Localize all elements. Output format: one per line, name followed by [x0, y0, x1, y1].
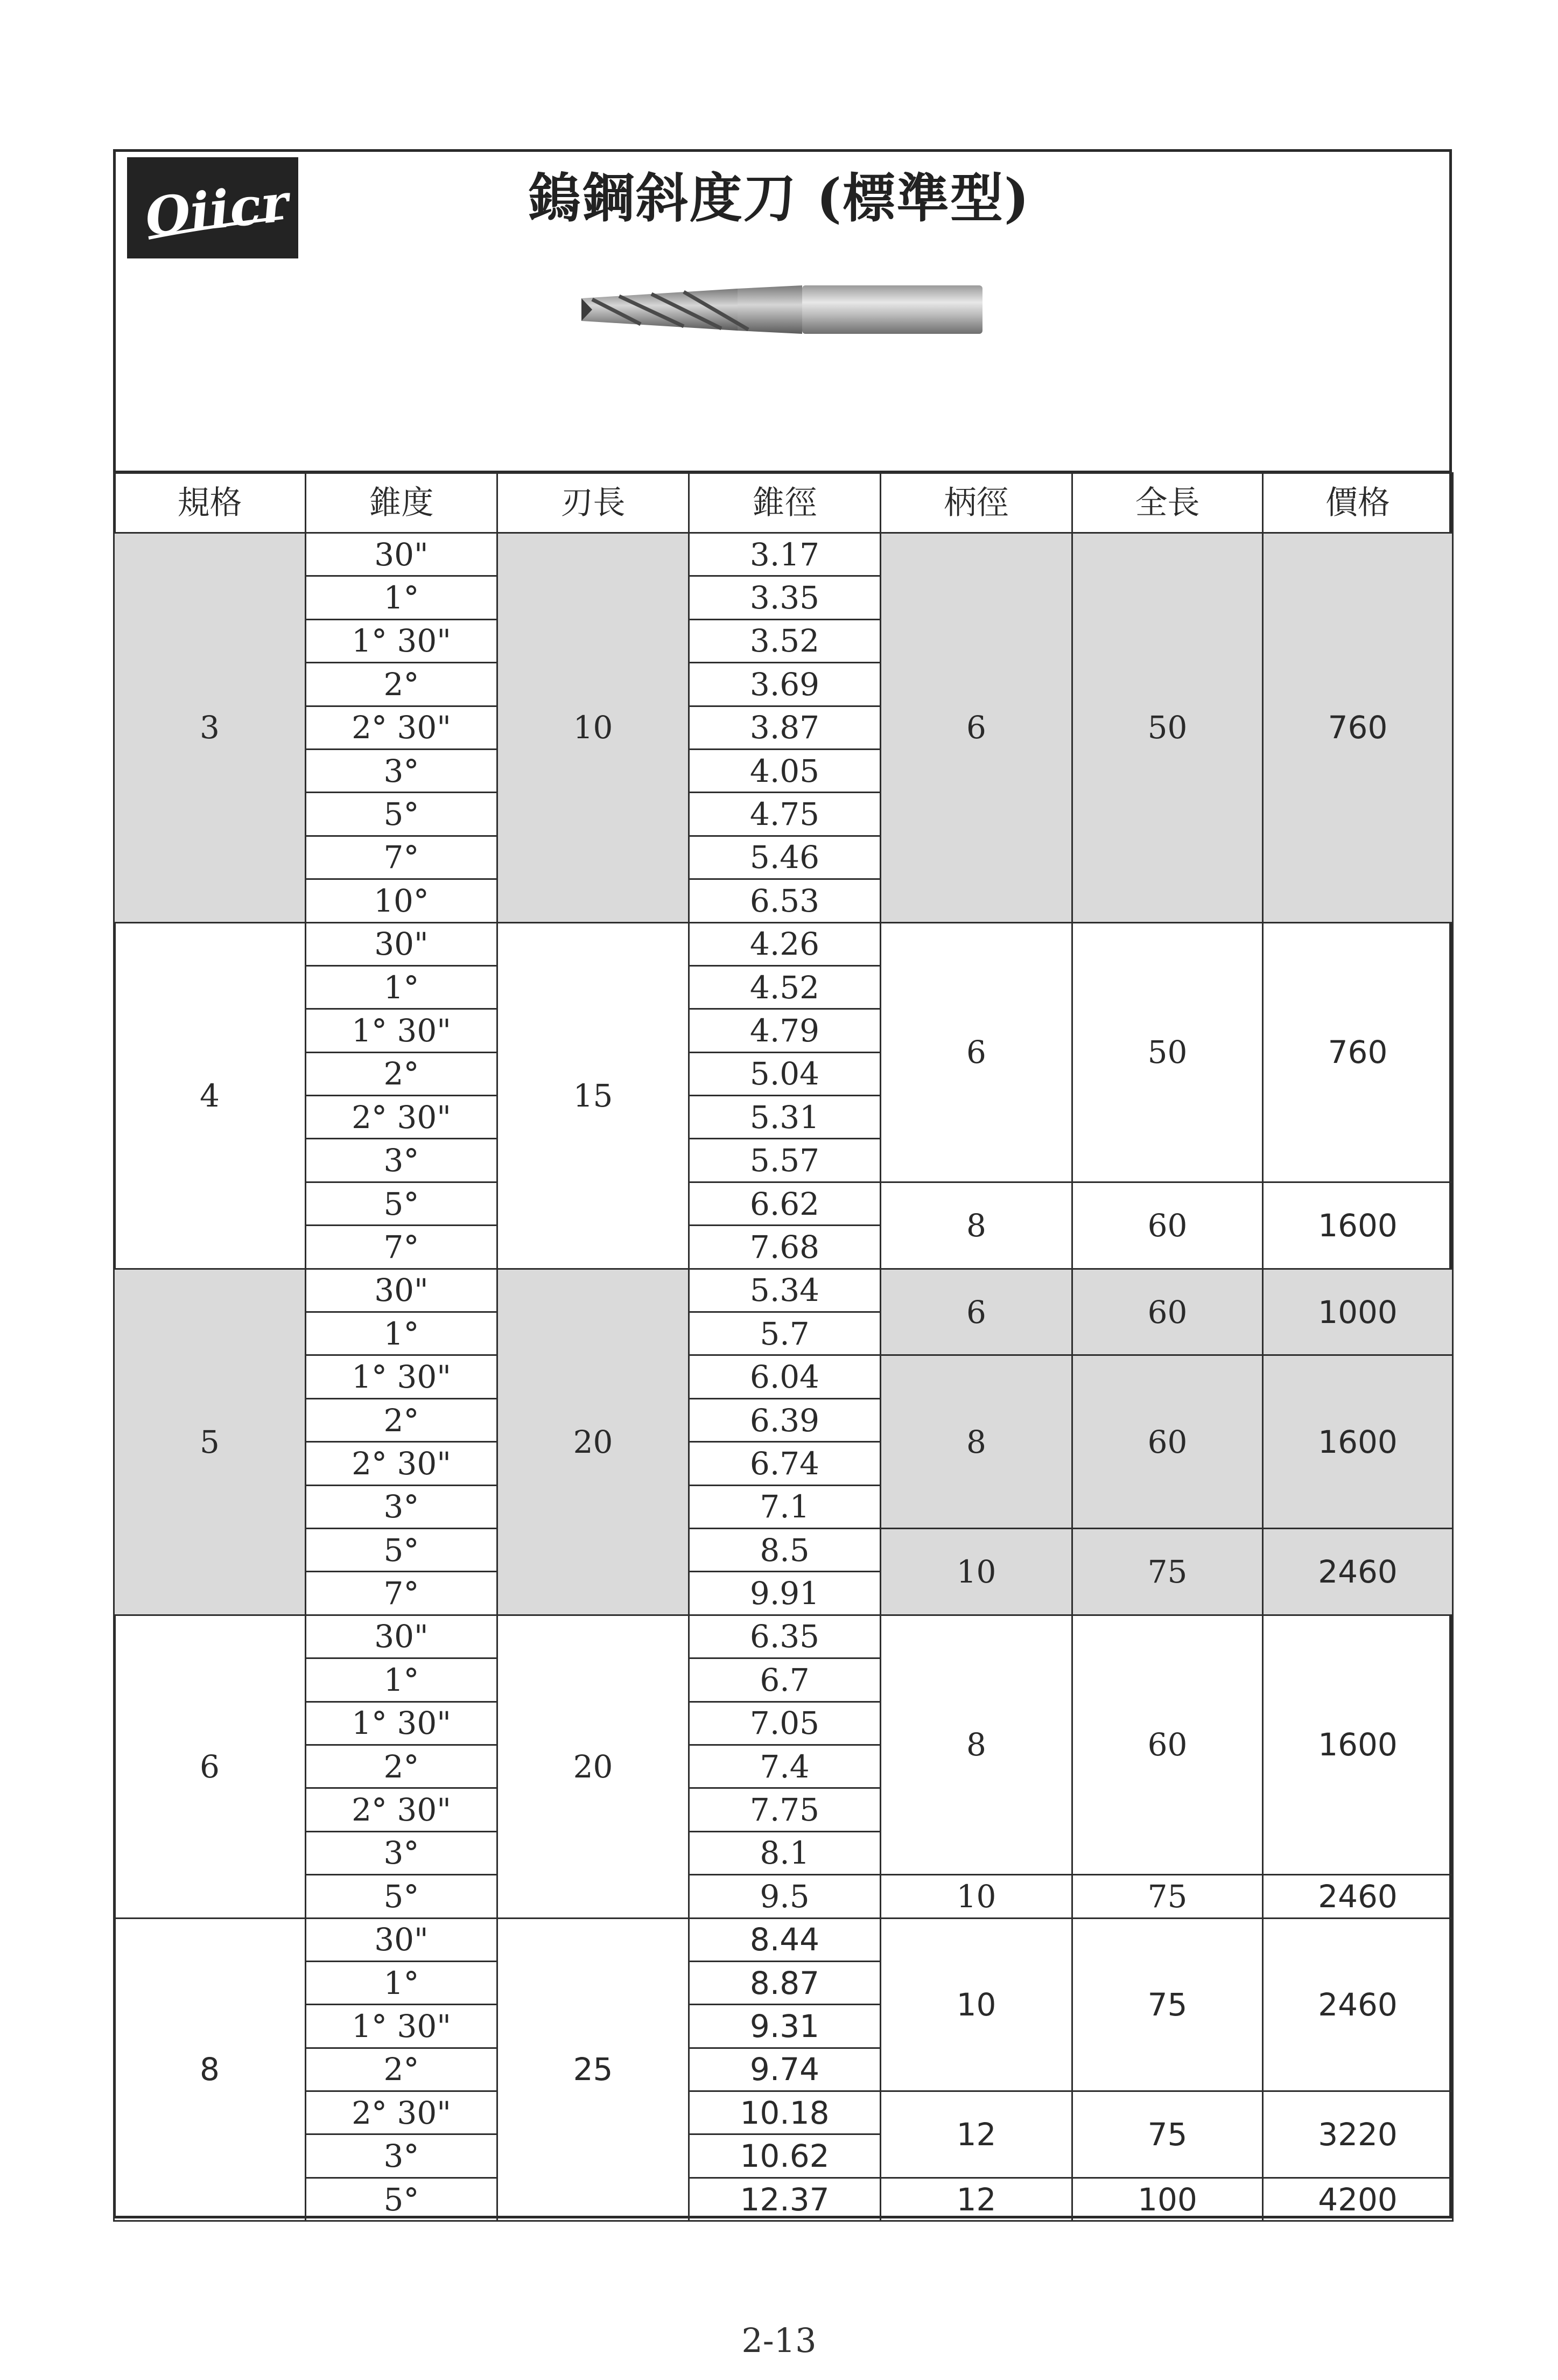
taper-cell: 2° — [306, 1052, 497, 1095]
table-row — [114, 1615, 1453, 1658]
diameter-cell: 6.74 — [689, 1442, 881, 1485]
diameter-cell: 7.05 — [689, 1702, 881, 1745]
diameter-cell: 4.52 — [689, 965, 881, 1009]
taper-cell: 2° — [306, 1398, 497, 1441]
col-header-price: 價格 — [1263, 473, 1453, 533]
blade-length-cell: 25 — [497, 1918, 689, 2221]
shank-cell: 8 — [881, 1182, 1072, 1269]
price-cell: 1600 — [1263, 1615, 1453, 1874]
shank-cell: 6 — [881, 1269, 1072, 1355]
taper-cell: 5° — [306, 2178, 497, 2221]
shank-cell: 6 — [881, 922, 1072, 1182]
taper-cell: 10° — [306, 879, 497, 922]
taper-cell: 7° — [306, 1572, 497, 1615]
price-cell: 2460 — [1263, 1528, 1453, 1615]
taper-cell: 30" — [306, 533, 497, 576]
diameter-cell: 6.04 — [689, 1355, 881, 1398]
diameter-cell: 6.39 — [689, 1398, 881, 1441]
taper-cell: 1° 30" — [306, 1009, 497, 1052]
length-cell: 50 — [1072, 922, 1263, 1182]
col-header-blade-length: 刃長 — [497, 473, 689, 533]
diameter-cell: 9.91 — [689, 1572, 881, 1615]
diameter-cell: 4.05 — [689, 749, 881, 792]
col-header-shank: 柄徑 — [881, 473, 1072, 533]
diameter-cell: 10.62 — [689, 2134, 881, 2178]
length-cell: 75 — [1072, 2091, 1263, 2178]
taper-cell: 3° — [306, 2134, 497, 2178]
table-row — [114, 922, 1453, 965]
table-row — [114, 1355, 1453, 1398]
taper-cell: 3° — [306, 1831, 497, 1874]
table-row — [114, 2178, 1453, 2221]
price-cell: 3220 — [1263, 2091, 1453, 2178]
taper-cell: 2° 30" — [306, 706, 497, 749]
taper-cell: 1° 30" — [306, 2005, 497, 2048]
page-title: 鎢鋼斜度刀 (標準型) — [528, 167, 1030, 229]
diameter-cell: 7.4 — [689, 1745, 881, 1788]
diameter-cell: 5.31 — [689, 1096, 881, 1139]
diameter-cell: 4.26 — [689, 922, 881, 965]
taper-cell: 30" — [306, 1269, 497, 1312]
taper-cell: 2° — [306, 1745, 497, 1788]
taper-cell: 1° — [306, 1961, 497, 2004]
end-mill-image — [576, 280, 985, 339]
shank-cell: 6 — [881, 533, 1072, 923]
shank-cell: 10 — [881, 1918, 1072, 2091]
diameter-cell: 5.7 — [689, 1312, 881, 1355]
diameter-cell: 3.69 — [689, 663, 881, 706]
shank-cell: 8 — [881, 1355, 1072, 1529]
table-row — [114, 1875, 1453, 1918]
diameter-cell: 8.44 — [689, 1918, 881, 1961]
taper-cell: 2° 30" — [306, 2091, 497, 2134]
diameter-cell: 8.87 — [689, 1961, 881, 2004]
shank-cell: 12 — [881, 2178, 1072, 2221]
diameter-cell: 10.18 — [689, 2091, 881, 2134]
diameter-cell: 3.17 — [689, 533, 881, 576]
diameter-cell: 6.53 — [689, 879, 881, 922]
spec-table — [113, 472, 1454, 2222]
diameter-cell: 12.37 — [689, 2178, 881, 2221]
taper-cell: 30" — [306, 1615, 497, 1658]
col-header-length: 全長 — [1072, 473, 1263, 533]
taper-cell: 1° 30" — [306, 1355, 497, 1398]
price-cell: 1600 — [1263, 1182, 1453, 1269]
diameter-cell: 3.35 — [689, 576, 881, 619]
taper-cell: 30" — [306, 922, 497, 965]
taper-cell: 1° — [306, 1312, 497, 1355]
length-cell: 75 — [1072, 1528, 1263, 1615]
table-row — [114, 2091, 1453, 2134]
taper-cell: 1° — [306, 965, 497, 1009]
blade-length-cell: 20 — [497, 1615, 689, 1918]
col-header-diameter: 錐徑 — [689, 473, 881, 533]
length-cell: 100 — [1072, 2178, 1263, 2221]
diameter-cell: 5.34 — [689, 1269, 881, 1312]
table-row — [114, 1269, 1453, 1312]
length-cell: 50 — [1072, 533, 1263, 923]
diameter-cell: 8.5 — [689, 1528, 881, 1571]
length-cell: 60 — [1072, 1615, 1263, 1874]
shank-cell: 10 — [881, 1528, 1072, 1615]
taper-cell: 2° — [306, 663, 497, 706]
taper-cell: 2° 30" — [306, 1788, 497, 1831]
spec-cell: 8 — [114, 1918, 306, 2221]
table-row — [114, 533, 1453, 576]
price-cell: 760 — [1263, 922, 1453, 1182]
diameter-cell: 6.62 — [689, 1182, 881, 1225]
taper-cell: 30" — [306, 1918, 497, 1961]
length-cell: 75 — [1072, 1875, 1263, 1918]
spec-cell: 4 — [114, 922, 306, 1269]
taper-cell: 5° — [306, 1875, 497, 1918]
table-row — [114, 1528, 1453, 1571]
blade-length-cell: 15 — [497, 922, 689, 1269]
taper-cell: 2° 30" — [306, 1442, 497, 1485]
price-cell: 2460 — [1263, 1875, 1453, 1918]
diameter-cell: 7.1 — [689, 1485, 881, 1528]
length-cell: 60 — [1072, 1182, 1263, 1269]
table-row — [114, 1918, 1453, 1961]
spec-cell: 5 — [114, 1269, 306, 1615]
diameter-cell: 7.68 — [689, 1226, 881, 1269]
diameter-cell: 9.5 — [689, 1875, 881, 1918]
diameter-cell: 6.35 — [689, 1615, 881, 1658]
blade-length-cell: 10 — [497, 533, 689, 923]
taper-cell: 5° — [306, 1182, 497, 1225]
diameter-cell: 5.46 — [689, 836, 881, 879]
diameter-cell: 4.79 — [689, 1009, 881, 1052]
taper-cell: 3° — [306, 749, 497, 792]
taper-cell: 3° — [306, 1139, 497, 1182]
length-cell: 60 — [1072, 1269, 1263, 1355]
shank-cell: 8 — [881, 1615, 1072, 1874]
taper-cell: 1° 30" — [306, 619, 497, 662]
diameter-cell: 6.7 — [689, 1658, 881, 1702]
brand-logo-text: Oiicr — [142, 172, 291, 248]
diameter-cell: 8.1 — [689, 1831, 881, 1874]
diameter-cell: 5.57 — [689, 1139, 881, 1182]
diameter-cell: 9.74 — [689, 2048, 881, 2091]
length-cell: 60 — [1072, 1355, 1263, 1529]
table-header-row — [114, 473, 1453, 533]
spec-cell: 6 — [114, 1615, 306, 1918]
taper-cell: 1° — [306, 576, 497, 619]
diameter-cell: 4.75 — [689, 793, 881, 836]
taper-cell: 1° — [306, 1658, 497, 1702]
taper-cell: 3° — [306, 1485, 497, 1528]
taper-cell: 7° — [306, 1226, 497, 1269]
table-row — [114, 1182, 1453, 1225]
diameter-cell: 9.31 — [689, 2005, 881, 2048]
diameter-cell: 7.75 — [689, 1788, 881, 1831]
taper-cell: 2° — [306, 2048, 497, 2091]
taper-cell: 5° — [306, 793, 497, 836]
price-cell: 760 — [1263, 533, 1453, 923]
taper-cell: 1° 30" — [306, 1702, 497, 1745]
page-number: 2-13 — [741, 2321, 817, 2360]
taper-cell: 7° — [306, 836, 497, 879]
taper-cell: 5° — [306, 1528, 497, 1571]
price-cell: 1600 — [1263, 1355, 1453, 1529]
shank-cell: 12 — [881, 2091, 1072, 2178]
price-cell: 1000 — [1263, 1269, 1453, 1355]
taper-cell: 2° 30" — [306, 1096, 497, 1139]
length-cell: 75 — [1072, 1918, 1263, 2091]
shank-cell: 10 — [881, 1875, 1072, 1918]
diameter-cell: 3.87 — [689, 706, 881, 749]
diameter-cell: 3.52 — [689, 619, 881, 662]
col-header-taper: 錐度 — [306, 473, 497, 533]
price-cell: 4200 — [1263, 2178, 1453, 2221]
diameter-cell: 5.04 — [689, 1052, 881, 1095]
col-header-spec: 規格 — [114, 473, 306, 533]
price-cell: 2460 — [1263, 1918, 1453, 2091]
spec-cell: 3 — [114, 533, 306, 923]
blade-length-cell: 20 — [497, 1269, 689, 1615]
